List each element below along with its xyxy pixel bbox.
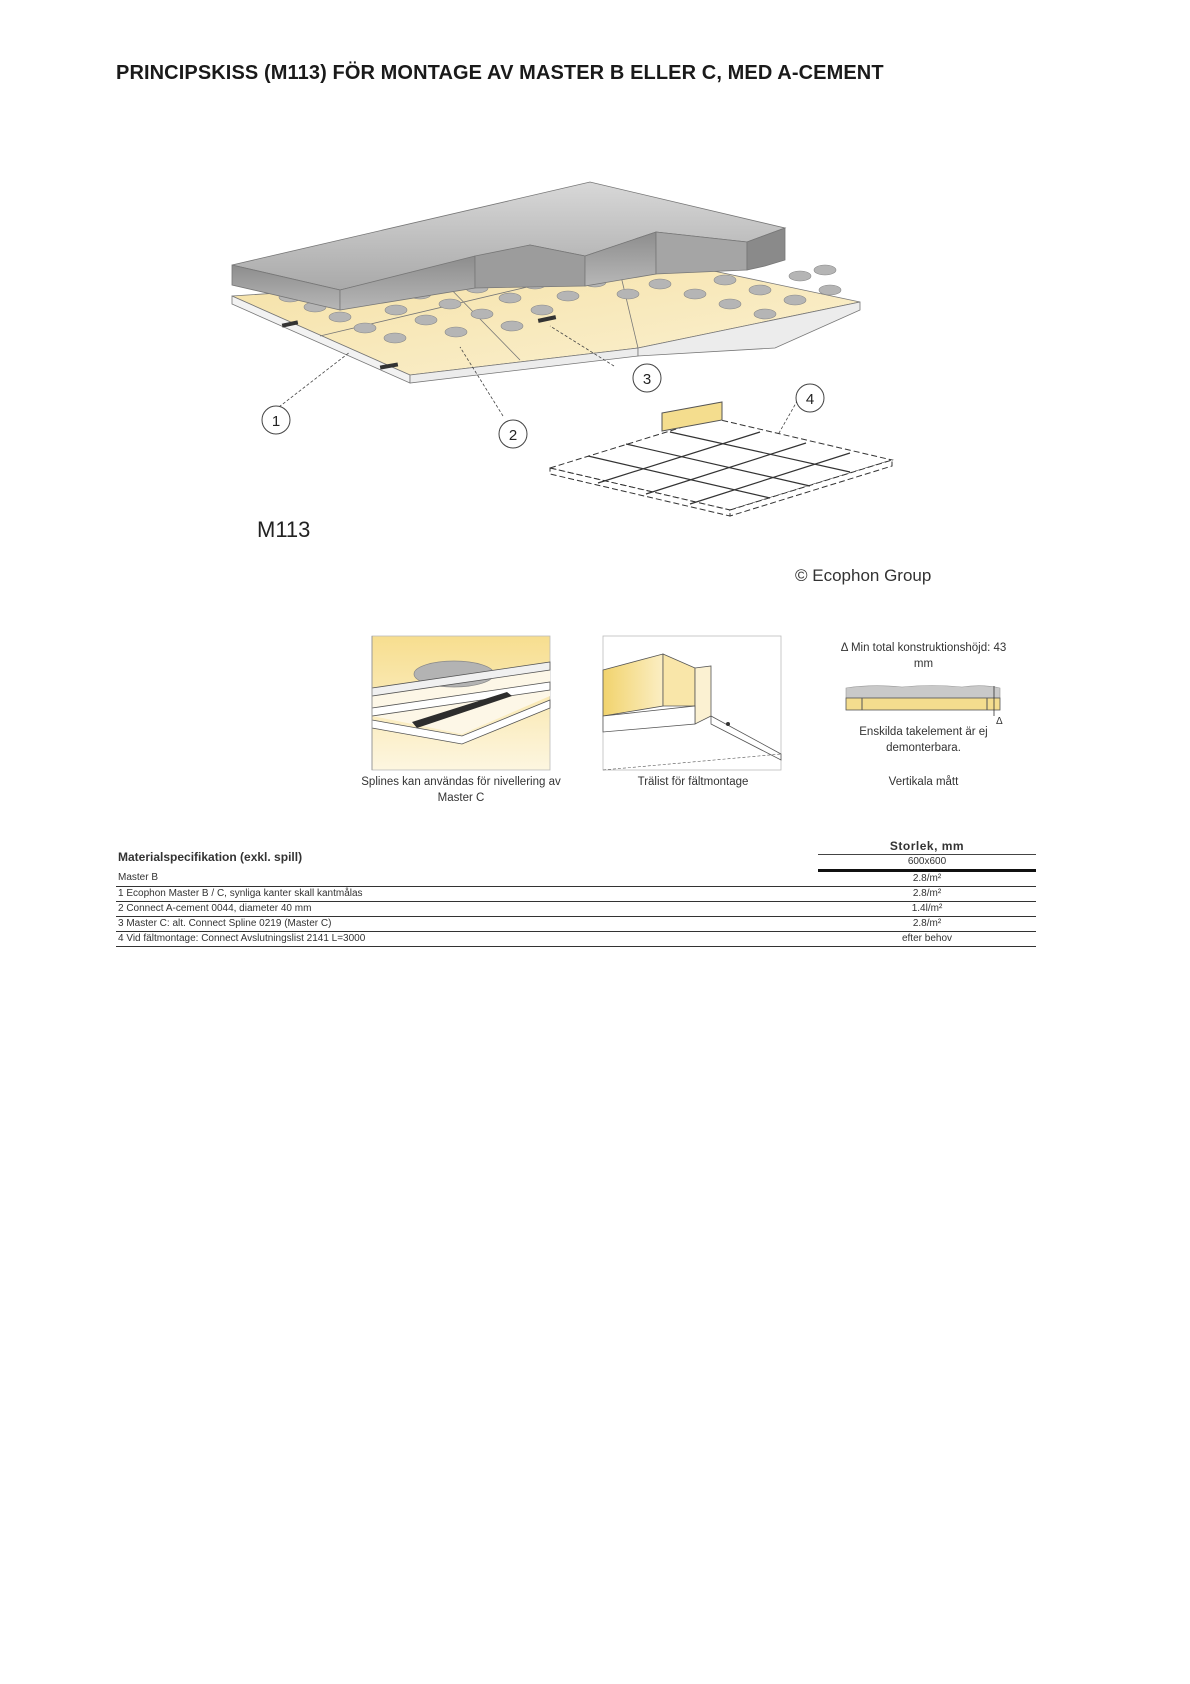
splines-caption: Splines kan användas för nivellering av Master C	[361, 776, 561, 804]
ceiling-illustration	[220, 170, 920, 510]
tralist-detail	[603, 636, 783, 771]
spec-row-label: 2 Connect A-cement 0044, diameter 40 mm	[116, 902, 818, 917]
splines-detail	[372, 636, 552, 771]
table-row	[116, 902, 1036, 917]
field-assembly-sketch	[550, 402, 892, 516]
callout-3	[633, 364, 661, 392]
height-note: Enskilda takelement är ej demonterbara.	[859, 726, 988, 754]
callout-4-label: 4	[805, 391, 815, 408]
spec-label-header: Materialspecifikation (exkl. spill)	[118, 850, 303, 865]
callout-3-label: 3	[642, 371, 652, 388]
spec-row-label: Master B	[116, 871, 818, 887]
callout-2-label: 2	[508, 427, 518, 444]
delta-marker: Δ	[996, 716, 1003, 727]
spec-row-value: 1.4l/m²	[818, 902, 1036, 917]
table-row	[116, 932, 1036, 947]
spec-row-label: 4 Vid fältmontage: Connect Avslutningslist 2141 L=3000	[116, 932, 818, 947]
spec-row-value: 2.8/m²	[818, 871, 1036, 887]
vertical-caption: Vertikala mått	[888, 776, 959, 788]
tralist-caption: Trälist för fältmontage	[637, 776, 749, 788]
table-row	[116, 871, 1036, 887]
callout-4	[796, 384, 824, 412]
callout-2	[499, 420, 527, 448]
copyright: © Ecophon Group	[795, 566, 932, 585]
height-section-sketch	[842, 684, 1002, 726]
spec-row-label: 3 Master C: alt. Connect Spline 0219 (Master C)	[116, 917, 818, 932]
table-row	[116, 917, 1036, 932]
spec-row-label: 1 Ecophon Master B / C, synliga kanter skall kantmålas	[116, 887, 818, 902]
spec-size-header: Storlek, mm	[818, 838, 1036, 855]
model-label: M113	[257, 517, 311, 542]
material-spec-table	[116, 838, 1036, 947]
table-row	[116, 887, 1036, 902]
spec-row-value: 2.8/m²	[818, 917, 1036, 932]
spec-size-subheader: 600x600	[818, 855, 1036, 871]
height-heading: Δ Min total konstruktionshöjd: 43 mm	[840, 642, 1007, 670]
document-title: PRINCIPSKISS (M113) FÖR MONTAGE AV MASTER B ELLER C, MED A-CEMENT	[116, 62, 884, 84]
spec-row-value: efter behov	[818, 932, 1036, 947]
spec-row-value: 2.8/m²	[818, 887, 1036, 902]
callout-1-label: 1	[271, 413, 281, 430]
callout-1	[262, 406, 290, 434]
